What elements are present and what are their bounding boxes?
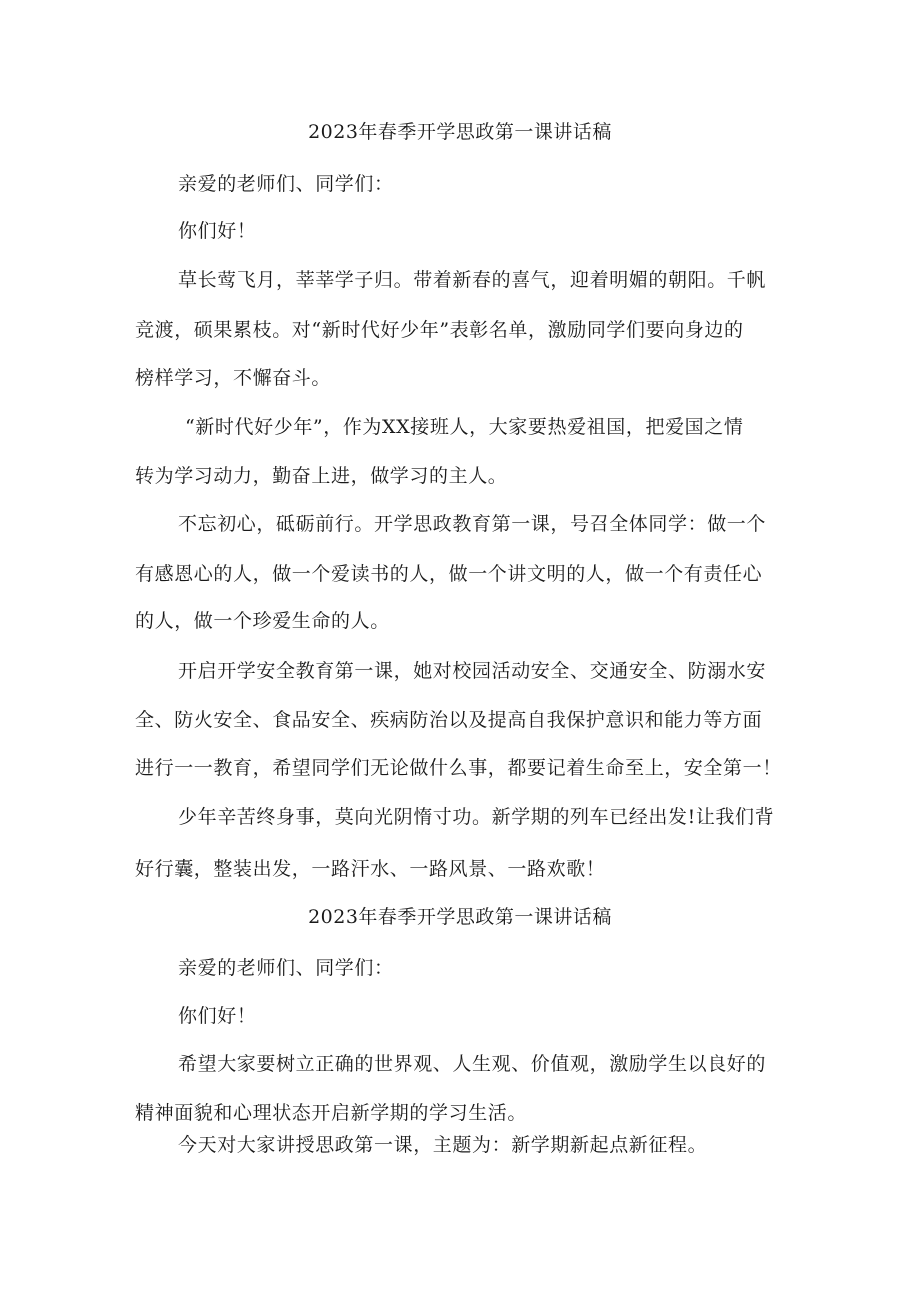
paragraph-line: 全、防火安全、食品安全、疾病防治以及提高自我保护意识和能力等方面 [135,709,763,731]
greeting: 亲爱的老师们、同学们： [178,957,394,979]
paragraph-line: 精神面貌和心理状态开启新学期的学习生活。 [135,1102,528,1124]
paragraph-line: 今天对大家讲授思政第一课，主题为：新学期新起点新征程。 [178,1134,708,1156]
paragraph-line: 有感恩心的人，做一个爱读书的人，做一个讲文明的人，做一个有责任心 [135,563,763,585]
paragraph-line: 少年辛苦终身事，莫向光阴惰寸功。新学期的列车已经出发!让我们背 [178,806,775,828]
salutation: 你们好！ [178,220,257,242]
paragraph-line: 草长莺飞月，莘莘学子归。带着新春的喜气，迎着明媚的朝阳。千帆 [178,269,767,291]
paragraph-line: 进行一一教育，希望同学们无论做什么事，都要记着生命至上，安全第一！ [135,757,782,779]
paragraph-line: 好行囊，整装出发，一路汗水、一路风景、一路欢歌！ [135,858,606,880]
greeting: 亲爱的老师们、同学们： [178,173,394,195]
salutation: 你们好！ [178,1005,257,1027]
paragraph-line: 竞渡，硕果累枝。对“新时代好少年”表彰名单，激励同学们要向身边的 [135,319,744,341]
page-title: 2023年春季开学思政第一课讲话稿 [308,121,612,143]
paragraph-line: “新时代好少年”，作为XX接班人，大家要热爱祖国，把爱国之情 [185,416,744,438]
paragraph-line: 不忘初心，砥砺前行。开学思政教育第一课，号召全体同学：做一个 [178,513,767,535]
paragraph-line: 的人，做一个珍爱生命的人。 [135,610,390,632]
paragraph-line: 开启开学安全教育第一课，她对校园活动安全、交通安全、防溺水安 [178,660,767,682]
paragraph-line: 希望大家要树立正确的世界观、人生观、价值观，激励学生以良好的 [178,1053,767,1075]
paragraph-line: 转为学习动力，勤奋上进，做学习的主人。 [135,465,508,487]
section-title: 2023年春季开学思政第一课讲话稿 [308,906,612,928]
paragraph-line: 榜样学习，不懈奋斗。 [135,367,332,389]
